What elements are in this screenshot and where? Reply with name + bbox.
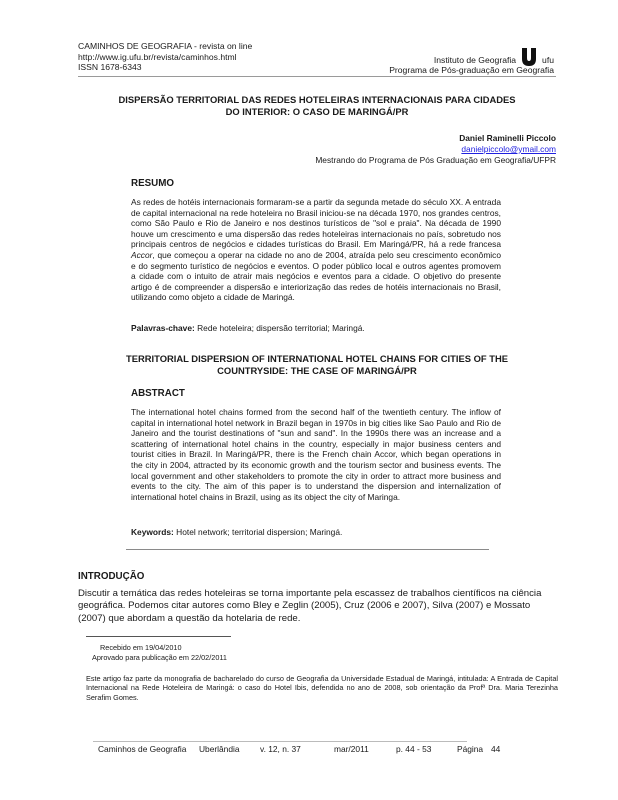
footer-journal: Caminhos de Geografia <box>98 744 187 754</box>
keywords-label-en: Keywords: <box>131 527 174 537</box>
abstract-body: The international hotel chains formed from the second half of the twentieth century. The inflow of capital in international hotel network in Brazil began in 1970s in big cities like Sao Paulo and Rio de Janeiro and the tourist destinations of "sun and sand". In the 1990s there was an increase and a scattering of international hotel chains in the country, especially in major business centers and tourist cities in Brazil. In Maringá/PR, there is the French chain Accor, which began operations in the city in 2004, attracted by its economic growth and the tourism sector and business events. The local government and other stakeholders to promote the city in order to attract more business and events to the city. The aim of this paper is to understand the dispersion and internalization of international hotel chains in Brazil, using as its object the city of Maringa. <box>131 407 501 502</box>
keywords-pt: Rede hoteleira; dispersão territorial; Maringá. <box>194 323 365 333</box>
footer-city: Uberlândia <box>199 744 240 754</box>
author-affiliation: Mestrando do Programa de Pós Graduação em Geografia/UFPR <box>315 155 556 165</box>
page-footer <box>98 744 500 754</box>
author-name: Daniel Raminelli Piccolo <box>459 133 556 143</box>
footer-date: mar/2011 <box>334 744 369 754</box>
paper-title-en <box>78 353 556 376</box>
title-pt-line2: DO INTERIOR: O CASO DE MARINGÁ/PR <box>225 105 409 117</box>
journal-name: CAMINHOS DE GEOGRAFIA - revista on line <box>78 41 253 51</box>
intro-body: Discutir a temática das redes hoteleiras se torna importante pela escassez de trabalhos científicos na ciência geográfica. Podemos citar autores como Bley e Zeglin (2005), Cruz (2006 e 2007), Silva (2007) e Mossato (2007) que abordam a questão da hotelaria de rede. <box>78 588 542 624</box>
journal-url: http://www.ig.ufu.br/revista/caminhos.html <box>78 51 237 62</box>
program-name: Programa de Pós-graduação em Geografia <box>389 65 554 75</box>
footer-volume: v. 12, n. 37 <box>260 744 301 754</box>
author-block <box>315 133 556 166</box>
journal-header <box>78 41 252 73</box>
section-divider <box>126 549 489 550</box>
header-divider <box>78 76 556 77</box>
title-en-line1: TERRITORIAL DISPERSION OF INTERNATIONAL HOTEL CHAINS FOR CITIES OF THE <box>126 353 508 364</box>
institution-header <box>389 47 554 76</box>
keywords-label-pt: Palavras-chave: <box>131 323 195 333</box>
abstract-keywords <box>131 527 501 537</box>
article-note: Este artigo faz parte da monografia de bacharelado do curso de Geografia da Universidade Estadual de Maringá, intitulada: A Entrada de Capital Internacional na Rede Hoteleira de Maringá: o caso do Hotel Ibis, defendida no ano de 2008, sob orientação da Profª Dra. Maria Terezinha Serafim Gomes. <box>86 674 558 702</box>
resumo-heading: RESUMO <box>131 178 175 189</box>
received-date: Recebido em 19/04/2010 <box>100 643 182 652</box>
institute-name: Instituto de Geografia <box>433 54 517 65</box>
footnote-divider <box>86 636 231 637</box>
resumo-text-cont: , que começou a operar na cidade no ano de 2004, atraída pelo seu crescimento econômico e do segmento turístico de negócios e eventos. O poder público local e outros agentes promovem a cidade com o intuito de atrair mais negócios e eventos para a cidade. O objetivo do presente artigo é de compreender a dispersão e interiorização das redes de hotéis internacionais no Brasil, utilizando como objeto a cidade de Maringá. <box>131 249 501 303</box>
ufu-logo-icon <box>519 47 539 67</box>
journal-issn: ISSN 1678-6343 <box>78 62 142 72</box>
title-en-line2: COUNTRYSIDE: THE CASE OF MARINGÁ/PR <box>217 364 417 376</box>
footer-pages: p. 44 - 53 <box>396 744 432 754</box>
resumo-body <box>131 197 501 303</box>
author-email-link[interactable]: danielpiccolo@ymail.com <box>461 144 556 154</box>
resumo-italic: Accor <box>131 249 153 260</box>
logo-label: ufu <box>542 54 554 65</box>
intro-heading: INTRODUÇÃO <box>78 571 145 582</box>
paper-title-pt <box>78 94 556 117</box>
abstract-heading: ABSTRACT <box>131 388 185 399</box>
footer-divider <box>93 741 467 742</box>
title-pt-line1: DISPERSÃO TERRITORIAL DAS REDES HOTELEIRAS INTERNACIONAIS PARA CIDADES <box>118 94 516 105</box>
resumo-text: As redes de hotéis internacionais formaram-se a partir da segunda metade do século XX. A entrada de capital internacional na rede hoteleira no Brasil iniciou-se na década 1970, nos grandes centros, como São Paulo e Rio de Janeiro e nos destinos turísticos de "sol e praia". Na década de 1990 houve um crescimento e uma dispersão das redes hoteleiras internacionais no país, sobretudo nos principais centros de negócios e cidades turísticas do Brasil. Em Maringá/PR, há a rede francesa <box>131 197 501 250</box>
footer-page-number: 44 <box>491 744 501 754</box>
resumo-keywords <box>131 323 501 333</box>
approved-date: Aprovado para publicação em 22/02/2011 <box>92 653 227 662</box>
keywords-en: Hotel network; territorial dispersion; Maringá. <box>173 527 343 537</box>
footer-page-label: Página <box>457 744 484 754</box>
